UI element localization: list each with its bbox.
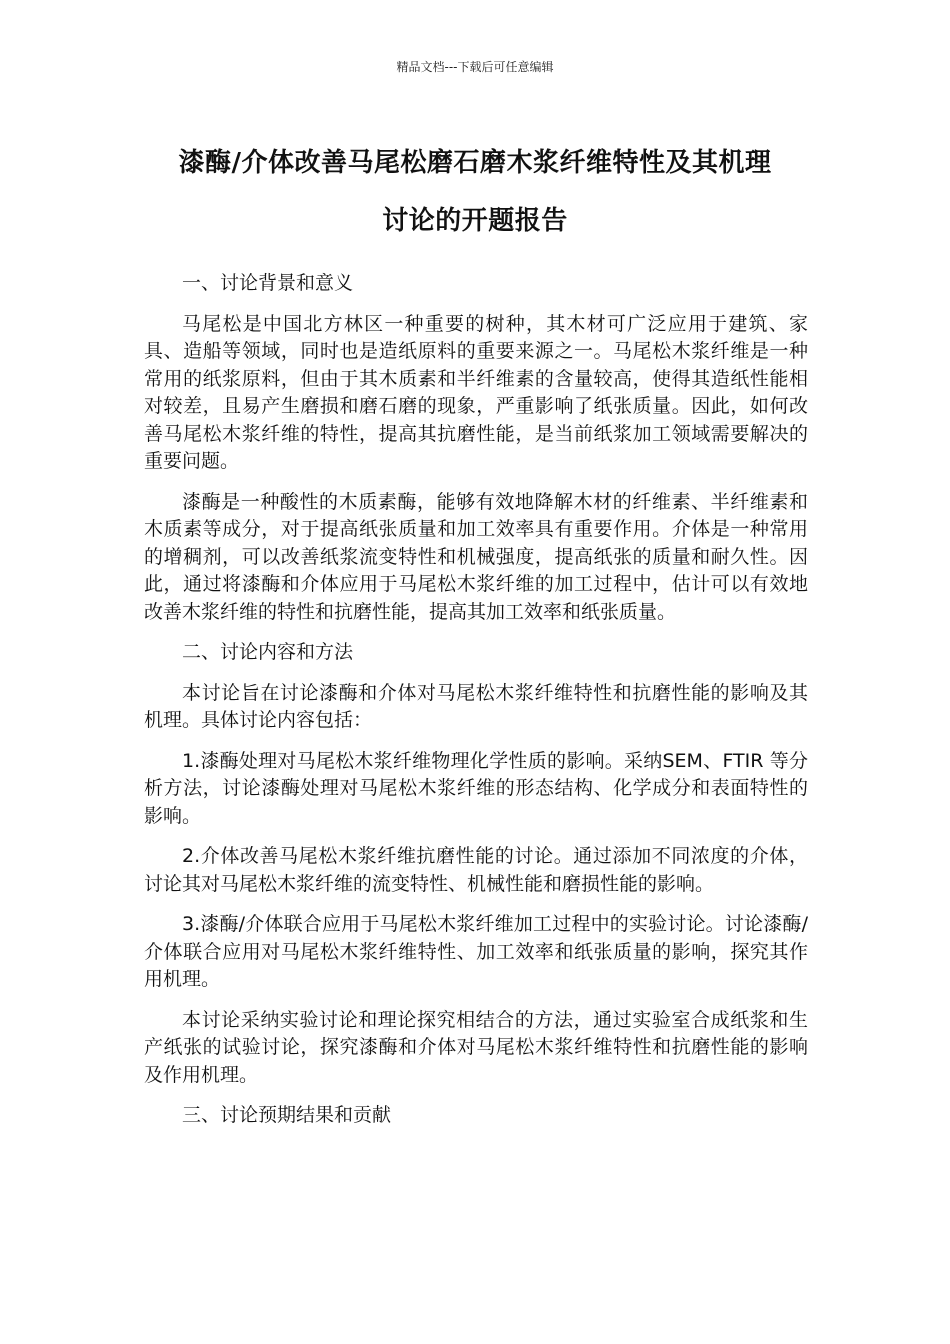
paragraph: 漆酶是一种酸性的木质素酶，能够有效地降解木材的纤维素、半纤维素和木质素等成分，对于提高纸张质量和加工效率具有重要作用。介体是一种常用的增稠剂，可以改善纸浆流变特性和机械强度，提高纸张的质量和耐久性。因此，通过将漆酶和介体应用于马尾松木浆纤维的加工过程中，估计可以有效地改善木浆纤维的特性和抗磨性能，提高其加工效率和纸张质量。 bbox=[144, 490, 808, 623]
section-heading-3: 三、讨论预期结果和贡献 bbox=[182, 1104, 392, 1126]
paragraph: 本讨论旨在讨论漆酶和介体对马尾松木浆纤维特性和抗磨性能的影响及其机理。具体讨论内容包括： bbox=[144, 681, 808, 731]
list-item: 1.漆酶处理对马尾松木浆纤维物理化学性质的影响。采纳SEM、FTIR 等分析方法，讨论漆酶处理对马尾松木浆纤维的形态结构、化学成分和表面特性的影响。 bbox=[144, 749, 808, 827]
title-line-2: 讨论的开题报告 bbox=[382, 206, 568, 236]
paragraph: 马尾松是中国北方林区一种重要的树种，其木材可广泛应用于建筑、家具、造船等领域，同时也是造纸原料的重要来源之一。马尾松木浆纤维是一种常用的纸浆原料，但由于其木质素和半纤维素的含量较高，使得其造纸性能相对较差，且易产生磨损和磨石磨的现象，严重影响了纸张质量。因此，如何改善马尾松木浆纤维的特性，提高其抗磨性能，是当前纸浆加工领域需要解决的重要问题。 bbox=[144, 312, 808, 472]
title-line-1: 漆酶/介体改善马尾松磨石磨木浆纤维特性及其机理 bbox=[178, 148, 772, 178]
section-heading-1: 一、讨论背景和意义 bbox=[182, 272, 354, 294]
header-note: 精品文档---下载后可任意编辑 bbox=[396, 60, 554, 74]
list-item: 2.介体改善马尾松木浆纤维抗磨性能的讨论。通过添加不同浓度的介体，讨论其对马尾松木浆纤维的流变特性、机械性能和磨损性能的影响。 bbox=[144, 845, 808, 895]
paragraph: 本讨论采纳实验讨论和理论探究相结合的方法，通过实验室合成纸浆和生产纸张的试验讨论，探究漆酶和介体对马尾松木浆纤维特性和抗磨性能的影响及作用机理。 bbox=[144, 1008, 808, 1086]
list-item: 3.漆酶/介体联合应用于马尾松木浆纤维加工过程中的实验讨论。讨论漆酶/介体联合应用对马尾松木浆纤维特性、加工效率和纸张质量的影响，探究其作用机理。 bbox=[144, 913, 808, 990]
document-body bbox=[144, 270, 808, 1143]
section-heading-2: 二、讨论内容和方法 bbox=[182, 641, 354, 663]
document-title bbox=[120, 134, 830, 250]
